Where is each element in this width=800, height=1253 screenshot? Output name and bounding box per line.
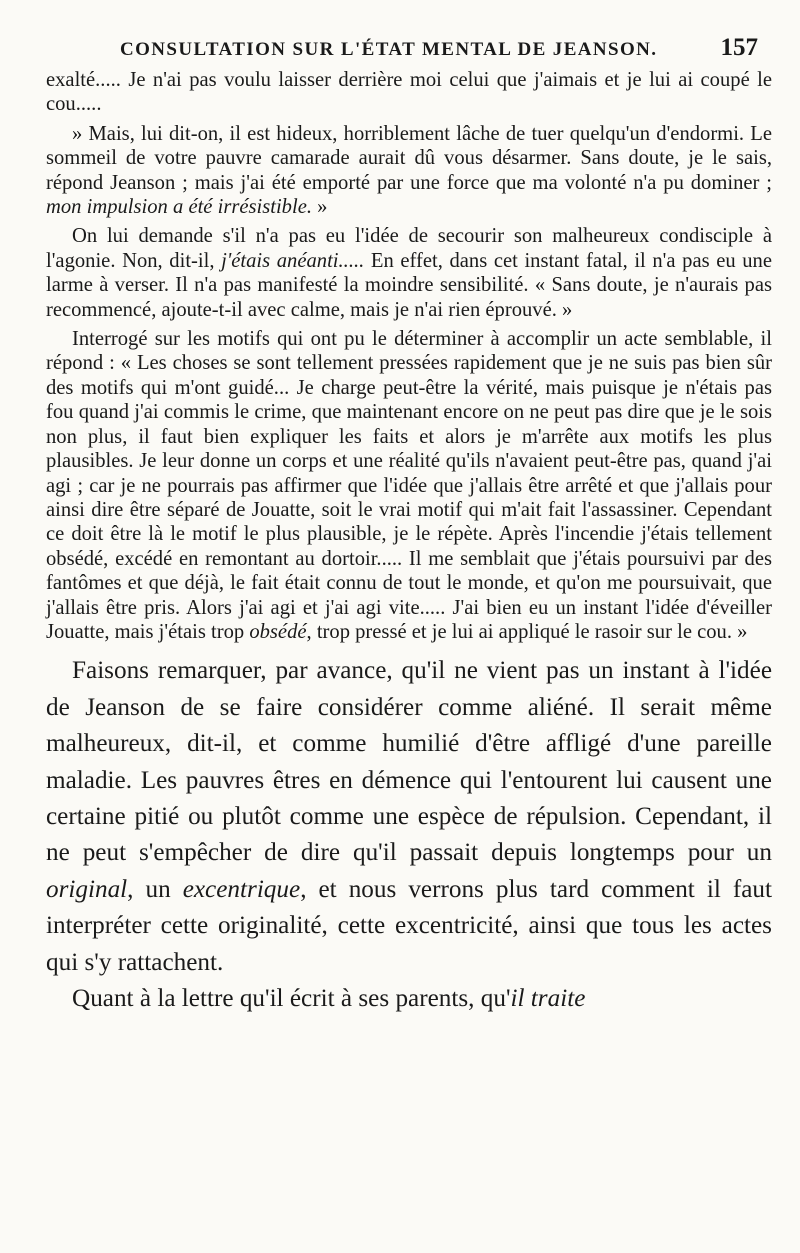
text-segment: , et nous verrons plus tard comment il faut interpréter cette originalité, cette excentricité, ainsi que tous les actes qui s'y rattachent. — [46, 875, 772, 976]
paragraph-3 — [46, 224, 772, 322]
quoted-testimony — [46, 68, 772, 644]
text-segment: exalté..... Je n'ai pas voulu laisser derrière moi celui que j'aimais et je lui ai coupé le cou..... — [46, 69, 772, 116]
text-segment: » — [312, 196, 328, 219]
italic-text: excentrique — [182, 875, 301, 903]
text-segment: Quant à la lettre qu'il écrit à ses parents, qu' — [72, 985, 511, 1012]
paragraph-4 — [46, 327, 772, 644]
paragraph-2 — [46, 122, 772, 220]
paragraph-5 — [46, 653, 772, 981]
text-segment: On lui demande s'il n'a pas eu l'idée de secourir son malheureux condisciple à l'agonie. Non, dit-il, — [46, 225, 772, 272]
text-segment: Faisons remarquer, par avance, qu'il ne vient pas un instant à l'idée de Jeanson de se faire considérer comme aliéné. Il serait même malheureux, dit-il, et comme humilié d'être affligé d'une pareille maladie. Les pauvres êtres en démence qui l'entourent lui causent une certaine pitié ou plutôt comme une espèce de répulsion. Cependant, il ne peut s'empêcher de dire qu'il passait depuis longtemps pour un — [46, 657, 772, 867]
italic-text: obsédé — [249, 620, 307, 643]
text-segment: En effet, dans cet instant fatal, il n'a pas eu une larme à verser. Il n'a pas manifesté la moindre sensibilité. « Sans doute, je n'aurais pas recommencé, ajoute-t-il avec calme, mais je n'ai rien éprouvé. » — [46, 249, 772, 321]
italic-text: j'étais anéanti..... — [221, 249, 365, 272]
page-header — [120, 34, 772, 62]
text-segment: , trop pressé et je lui ai appliqué le rasoir sur le cou. » — [306, 620, 748, 643]
running-head: CONSULTATION SUR L'ÉTAT MENTAL DE JEANSON. — [120, 39, 658, 60]
body-text — [46, 653, 772, 1017]
paragraph-1 — [46, 68, 772, 117]
page-number: 157 — [720, 34, 758, 61]
text-segment: , un — [127, 875, 183, 903]
italic-text: mon impulsion a été irrésistible. — [46, 196, 312, 219]
paragraph-6 — [46, 981, 772, 1017]
italic-text: il traite — [510, 985, 586, 1012]
text-segment: » Mais, lui dit-on, il est hideux, horriblement lâche de tuer quelqu'un d'endormi. Le sommeil de votre pauvre camarade aurait dû vous désarmer. Sans doute, je le sais, répond Jeanson ; mais j'ai été emporté par une force que ma volonté n'a pu dominer ; — [46, 122, 772, 194]
italic-text: original — [46, 875, 128, 903]
text-segment: Interrogé sur les motifs qui ont pu le déterminer à accomplir un acte semblable, il répond : « Les choses se sont tellement pressées rapidement que je ne suis pas bien sûr des motifs qui m'ont guidé... Je charge peut-être la vérité, mais puisque je n'étais pas fou quand j'ai commis le crime, que maintenant encore on ne peut pas dire que je le sois non plus, il faut bien expliquer les faits et alors je m'arrête aux motifs les plus plausibles. Je leur donne un corps et une réalité qu'ils n'avaient peut-être pas, quand j'ai agi ; car je ne pourrais pas affirmer que l'idée que j'allais être arrêté et que j'allais pour ainsi dire être séparé de Jouatte, soit le vrai motif qui m'ait fait l'assassiner. Cependant ce doit être là le motif le plus plausible, je le répète. Après l'incendie j'étais tellement obsédé, excédé en remontant au dortoir..... Il me semblait que j'étais poursuivi par des fantômes et que déjà, le fait était connu de tout le monde, et qu'on me poursuivait, que j'allais être pris. Alors j'ai agi et j'ai agi vite..... J'ai bien eu un instant l'idée d'éveiller Jouatte, mais j'étais trop — [46, 328, 772, 643]
